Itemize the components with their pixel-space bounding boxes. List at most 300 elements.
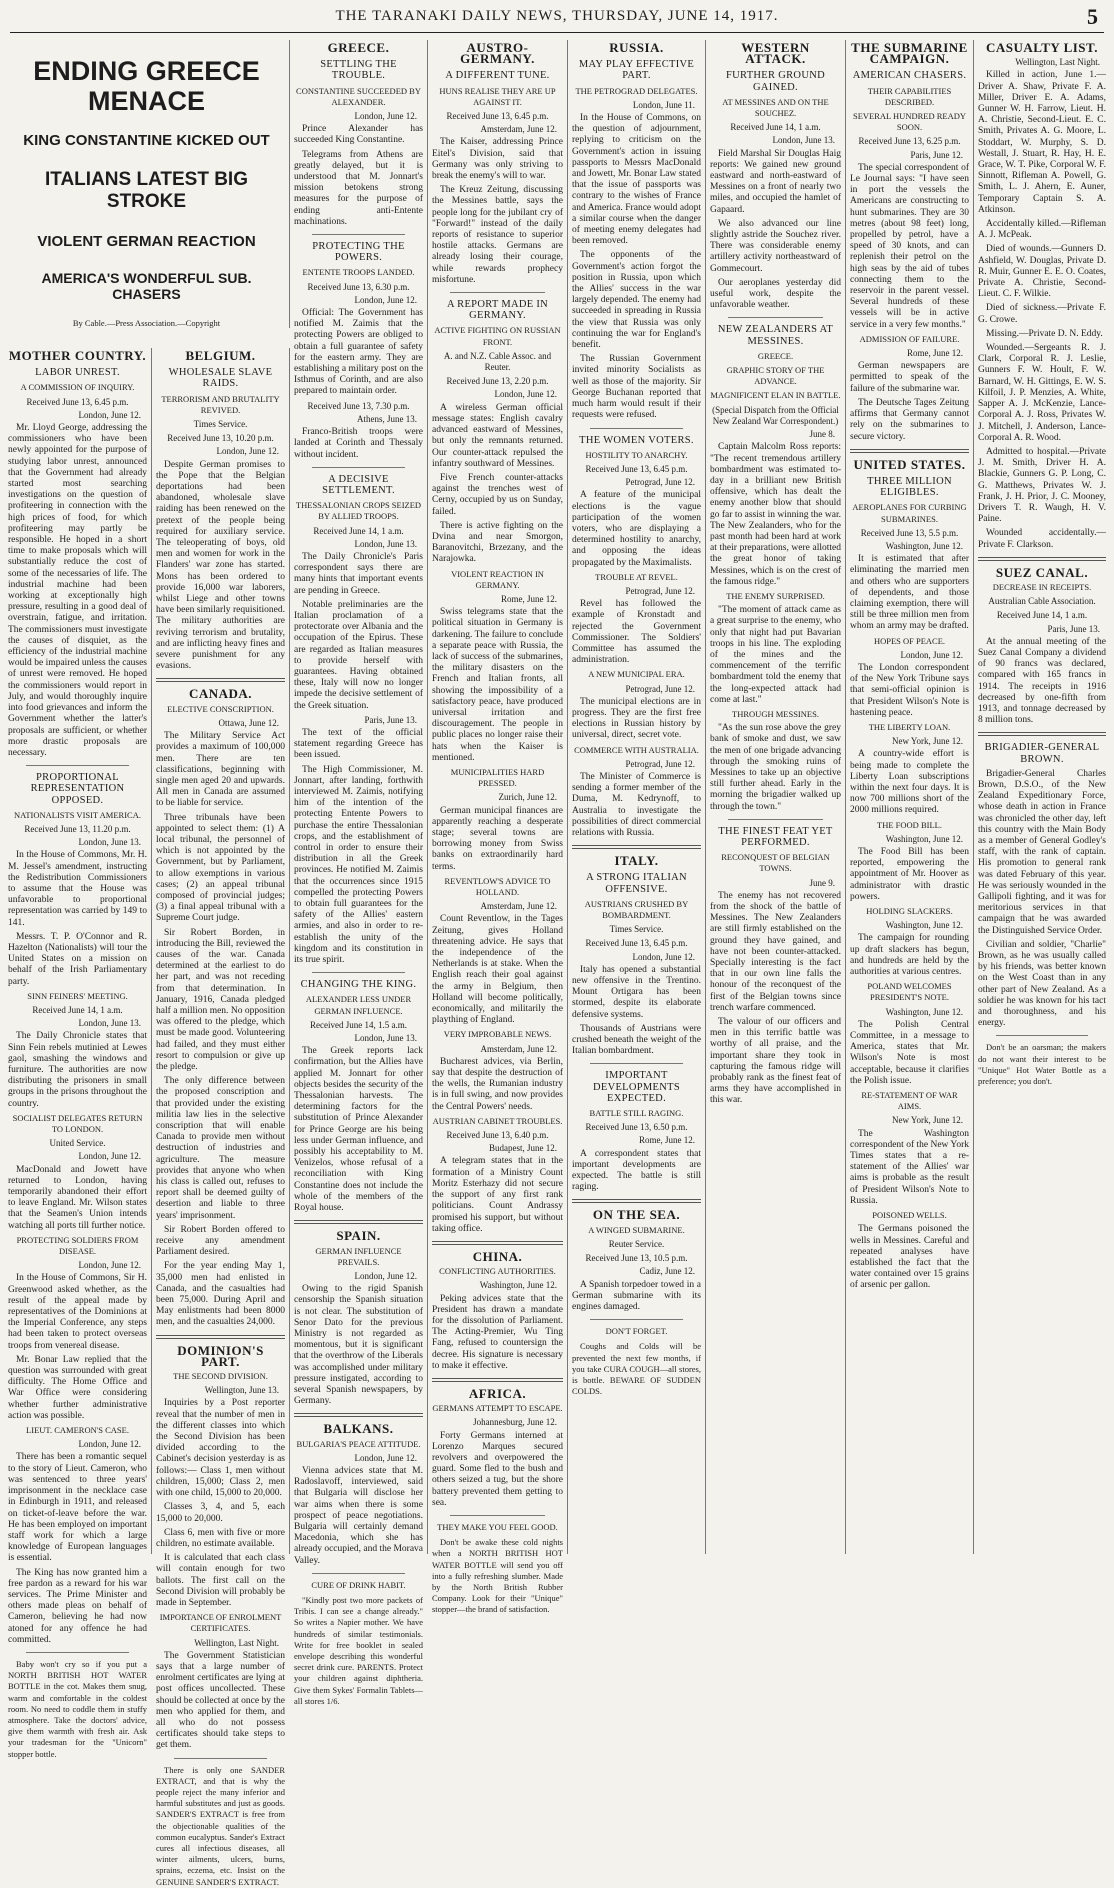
dateline: Times Service. xyxy=(193,419,248,430)
dateline: Received June 13, 10.5 p.m. xyxy=(585,1253,688,1264)
article-text: Vienna advices state that M. Radoslavoff, interviewed, said that Bulgaria will disclose her war aims when there is some prospect of peace negotiations. Bulgaria will certainly demand Macedonia, which she has already occupied, and the Morava Valley. xyxy=(294,1465,423,1566)
article-subheading: ADMISSION OF FAILURE. xyxy=(859,333,960,344)
placeline: Rome, June 12. xyxy=(907,348,963,359)
article-text: Inquiries by a Post reporter reveal that the number of men in the different classes into which the Second Division has been divided according to the Cabinet's decision yesterday is as follows:— Class 1, men without children, 15,000; Class 2, men with one child, 15,000 to 20,000. xyxy=(156,1398,285,1499)
dateline: Received June 13, 6.30 p.m. xyxy=(307,281,410,292)
placeline: London, June 13. xyxy=(354,538,417,549)
article-subheading: RECONQUEST OF BELGIAN TOWNS. xyxy=(721,852,830,874)
article-text: The Daily Chronicle states that Sinn Fein rebels mutinied at Lewes gaol, smashing the windows and furniture. The authorities are now distributing the prisoners in small groups in the prisons throughout the country. xyxy=(8,1031,147,1109)
divider xyxy=(174,1758,267,1759)
dateline: Received June 13, 5.5 p.m. xyxy=(860,527,959,538)
placeline: London, June 12. xyxy=(494,389,557,400)
article-subheading: AUSTRIAN CABINET TROUBLES. xyxy=(432,1115,563,1126)
section-heading: AFRICA. xyxy=(468,1385,527,1401)
placeline: June 8. xyxy=(809,429,835,440)
article-subheading: A NEW MUNICIPAL ERA. xyxy=(588,669,685,680)
article-subheading: THE PETROGRAD DELEGATES. xyxy=(575,85,698,96)
article-text: Field Marshal Sir Douglas Haig reports: We gained new ground eastward and north-eastward of Messines on a front of nearly two miles, and occupied the hamlet of Gapaard. xyxy=(710,148,841,215)
article-text: German municipal finances are apparently reaching a desperate stage; several towns are borrowing money from Swiss banks on extraordinarily hard terms. xyxy=(432,805,563,872)
page-number: 5 xyxy=(1087,4,1098,29)
placeline: Wellington, Last Night. xyxy=(1015,57,1100,68)
divider xyxy=(978,732,1106,736)
article-text: The Food Bill has been reported, empowering the appointment of Mr. Hoover as administrator with drastic powers. xyxy=(850,847,969,902)
advertisement: There is only one SANDER EXTRACT, and that is why the people reject the many inferior and harmful substitutes and just as goods. SANDER'S EXTRACT is free from the objectionable qualities of the common eucalyptus. Sander's Extract cures all infectious diseases, all winter ailments, ulcers, burns, sprains, eczema, etc. Insist on the GENUINE SANDER'S EXTRACT. xyxy=(156,1764,285,1887)
article-subheading: ELECTIVE CONSCRIPTION. xyxy=(167,703,274,714)
article-text: Revel has followed the example of Kronstadt and rejected the Government Commissioner. The Soldiers' Committee has assumed the administration. xyxy=(572,599,701,666)
placeline: Rome, June 12. xyxy=(501,593,557,604)
article-subheading: COMMERCE WITH AUSTRALIA. xyxy=(574,744,699,755)
article-heading: WHOLESALE SLAVE RAIDS. xyxy=(168,367,273,390)
placeline: London, June 12. xyxy=(216,446,279,457)
lead-headline-block xyxy=(4,40,290,328)
placeline: London, June 13. xyxy=(78,1018,141,1029)
article-subheading: SINN FEINERS' MEETING. xyxy=(27,990,128,1001)
placeline: London, June 12. xyxy=(78,1439,141,1450)
article-text: MacDonald and Jowett have returned to London, having temporarily abandoned their effort to leave England. Mr. Wilson states that the Seamen's Union intends watching all ports till further notice. xyxy=(8,1164,147,1231)
placeline: London, June 12. xyxy=(354,294,417,305)
article-text: A feature of the municipal elections is the vague participation of the women voters, who are displaying a determined hostility to anarchy, and opposing the ideas propagated by the Maximalists. xyxy=(572,490,701,568)
article-text: The Minister of Commerce is sending a former member of the Duma, M. Kedrynoff, to Australia to investigate the possibilities of direct commercial relations with Russia. xyxy=(572,771,701,838)
column-5 xyxy=(568,40,706,1554)
article-heading: IMPORTANT DEVELOPMENTS EXPECTED. xyxy=(592,1070,680,1104)
article-heading: PROPORTIONAL REPRESENTATION OPPOSED. xyxy=(30,772,125,806)
divider xyxy=(294,1413,423,1417)
article-subheading: HUNS REALISE THEY ARE UP AGAINST IT. xyxy=(439,85,556,107)
article-subheading: THROUGH MESSINES. xyxy=(732,708,819,719)
article-subheading: HOSTILITY TO ANARCHY. xyxy=(585,449,688,460)
placeline: London, June 13. xyxy=(354,1033,417,1044)
column-2 xyxy=(152,348,290,1887)
section-heading: ON THE SEA. xyxy=(592,1207,681,1223)
advertisement: Don't be an oarsman; the makers do not want their interest to be "Unique" Hot Water Bottle as a preference; you don't. xyxy=(978,1042,1106,1087)
placeline: Washington, June 12. xyxy=(479,1280,557,1291)
divider xyxy=(996,1035,1088,1036)
article-text: Sir Robert Borden offered to receive any amendment Parliament desired. xyxy=(156,1224,285,1258)
article-text: Brigadier-General Charles Brown, D.S.O., of the New Zealand Expeditionary Force, whose death in action in France was chronicled the other day, left this country with the Main Body as a member of General Godley's staff, with the rank of captain. His promotion to general rank was dated February of this year. He was seriously wounded in the Gallipoli fighting, and it was for meritorious services in that campaign that he was awarded the Distinguished Service Order. xyxy=(978,768,1106,936)
lead-subheadline: KING CONSTANTINE KICKED OUT xyxy=(23,132,270,149)
divider xyxy=(978,557,1106,561)
article-text: Official: The Government has notified M. Zaimis that the protecting Powers are obliged to obtain a full guarantee of safety for the eastern army. They are establishing a military post on the Isthmus of Corinth, and are also prepared to maintain order. xyxy=(294,308,423,397)
section-heading: SPAIN. xyxy=(336,1228,381,1244)
article-heading: THE FINEST FEAT YET PERFORMED. xyxy=(718,825,833,848)
placeline: Paris, June 13. xyxy=(364,714,417,725)
article-text: The Washington correspondent of the New York Times states that a re-statement of the Allies' war aims is probable as the result of President Wilson's Note to Russia. xyxy=(850,1128,969,1206)
article-subheading: GREECE. xyxy=(757,350,794,361)
article-text: Civilian and soldier, "Charlie" Brown, as he was usually called by his friends, was better known on the West Coast than in any other part of New Zealand. As a soldier he was known for his tact and thoroughness, and his energy. xyxy=(978,939,1106,1029)
article-heading: A REPORT MADE IN GERMANY. xyxy=(446,299,549,322)
section-heading: MOTHER COUNTRY. xyxy=(8,348,147,363)
section-heading: BALKANS. xyxy=(323,1421,394,1437)
article-text: The Greek reports lack confirmation, but the Allies have applied M. Jonnart for other objects besides the security of the Thessalonian harvests. The determining factors for the substitution of Prince Alexander for Prince George are his being less under German influence, and possibly his acceptability to M. Venizelos, whose refusal of a reconciliation with King Constantine does not include the whole of the members of the Royal house. xyxy=(294,1046,423,1214)
dateline: Received June 13, 6.40 p.m. xyxy=(446,1130,549,1141)
article-text: The text of the official statement regarding Greece has been issued. xyxy=(294,727,423,761)
divider xyxy=(728,317,823,318)
article-subheading: AT MESSINES AND ON THE SOUCHEZ. xyxy=(722,96,829,119)
placeline: Zurich, June 12. xyxy=(498,792,557,803)
section-heading: CASUALTY LIST. xyxy=(985,40,1098,55)
dateline: Received June 13, 10.20 p.m. xyxy=(167,433,274,444)
dateline: (Special Dispatch from the Official New Zealand War Correspondent.) xyxy=(712,404,839,426)
article-heading: A DIFFERENT TUNE. xyxy=(445,70,550,82)
article-text: Admitted to hospital.—Private J. M. Smith, Driver H. A. Blackie, Gunners G. P. Long, C. G. Matthews, Privates W. J. Frank, J. H. Prior, J. C. Mooney, Drivers T. R. Waugh, H. V. Paine. xyxy=(978,446,1106,525)
article-text: The Germans poisoned the wells in Messines. Careful and repeated analyses have established the fact that the water contained over 15 grains of arsenic per gallon. xyxy=(850,1224,969,1291)
placeline: Budapest, June 12. xyxy=(489,1143,557,1154)
article-heading: SETTLING THE TROUBLE. xyxy=(320,59,397,82)
divider xyxy=(850,449,969,453)
article-subheading: SOCIALIST DELEGATES RETURN TO LONDON. xyxy=(12,1112,143,1134)
article-heading: THE WOMEN VOTERS. xyxy=(579,434,694,446)
divider xyxy=(432,1241,563,1245)
section-heading: DOMINION'S PART. xyxy=(177,1342,264,1369)
section-heading: THE SUBMARINE CAMPAIGN. xyxy=(851,40,968,67)
article-subheading: CONSTANTINE SUCCEEDED BY ALEXANDER. xyxy=(296,85,421,107)
article-subheading: LIEUT. CAMERON'S CASE. xyxy=(26,1425,129,1436)
dateline: Received June 13, 6.45 p.m. xyxy=(585,938,688,949)
article-text: Died of wounds.—Gunners D. Ashfield, W. Douglas, Private D. R. Muir, Gunner E. E. O. Coates, Private A. Christie, Second-Lieut. C. F. Wilkie. xyxy=(978,244,1106,300)
article-heading: A DECISIVE SETTLEMENT. xyxy=(322,473,395,496)
article-subheading: GERMANS ATTEMPT TO ESCAPE. xyxy=(432,1403,563,1414)
divider xyxy=(156,1335,285,1339)
article-text: The only difference between the proposed conscription and that provided under the existing militia law lies in the selective conscription that will enable Canada to provide men without destruction of industries and agriculture. The measure provides that anyone who when his class is called out, refuses to report shall be deemed guilty of desertion and liable to three years' imprisonment. xyxy=(156,1076,285,1221)
article-text: The valour of our officers and men in this terrific battle was worthy of all praise, and the important share they took in capturing the famous ridge will probably rank as the finest feat of arms they have accomplished in this war. xyxy=(710,1017,841,1106)
article-text: The enemy has not recovered from the shock of the battle of Messines. The New Zealanders are still firmly established on the ground they have gained, and have not been counter-attacked. Specially interesting is the fact that in our own line falls the honour of the reconquest of the first of the Belgian towns since trench warfare commenced. xyxy=(710,890,841,1013)
placeline: Ottawa, June 12. xyxy=(218,717,279,728)
advertisement: Coughs and Colds will be prevented the next few months, if you take CURA COUGH—all stores, is bottle. BEWARE OF SUDDEN COLDS. xyxy=(572,1341,701,1397)
article-text: Owing to the rigid Spanish censorship the Spanish situation is not clear. The substitution of Senor Dato for the previous Ministry is not regarded as momentous, but it is significant that the overthrow of the Liberals was accomplished under military pressure instigated, according to several Spanish newspapers, by Germany. xyxy=(294,1284,423,1407)
divider xyxy=(572,1199,701,1203)
placeline: Athens, June 13. xyxy=(357,413,417,424)
article-heading: A STRONG ITALIAN OFFENSIVE. xyxy=(586,872,687,895)
article-subheading: REVENTLOW'S ADVICE TO HOLLAND. xyxy=(444,875,551,898)
divider xyxy=(312,234,405,235)
article-text: The Military Service Act provides a maximum of 100,000 men. There are ten classifications, beginning with single men aged 20 and upwards. All men in Canada are assumed to be liable for service. xyxy=(156,731,285,809)
article-text: It is calculated that each class will contain enough for two ballots. The first call on the Second Division will probably be made in September. xyxy=(156,1553,285,1608)
section-heading: ITALY. xyxy=(614,853,659,869)
article-text: Captain Malcolm Ross reports: "The recent tremendous artillery bombardment was estimated to-day in a brilliant new British offensive, which has dealt the enemy another blow that should go far to assist in winning the war. The New Zealanders, who for the past month had been hard at work at their preparations, were allotted the great honor of taking Messines, which is on the crest of the famous ridge." xyxy=(710,442,841,587)
article-heading: THREE MILLION ELIGIBLES. xyxy=(867,475,952,499)
article-text: There has been a romantic sequel to the story of Lieut. Cameron, who was sentenced to three years' imprisonment in the necklace case in Edinburgh in 1911, and released on ticket-of-leave before the war. He has been employed on important staff work for which a large knowledge of European languages is essential. xyxy=(8,1452,147,1564)
article-text: It is estimated that after eliminating the married men and others who are supporters of dependents, and those claiming exemption, there will still be three million men from whom an army may be drafted. xyxy=(850,554,969,632)
article-text: The municipal elections are in progress. They are the first free elections in Russian history by universal, direct, secret vote. xyxy=(572,696,701,741)
dateline: Received June 13, 7.30 p.m. xyxy=(307,400,410,411)
article-text: Peking advices state that the President has drawn a mandate for the dissolution of Parliament. The Acting-Premier, Wu Ting Fang, refused to countersign the decree. His signature is necessary to make it effective. xyxy=(432,1293,563,1371)
article-heading: PROTECTING THE POWERS. xyxy=(312,241,405,264)
dateline: United Service. xyxy=(49,1138,106,1149)
article-text: Despite German promises to the Pope that the Belgian deportations had been abandoned, wholesale slave raiding has been renewed on the pretext of the people being required for auxiliary service. The teleoperating of boys, old men and women for work in the Flanders' war zone has started. Mons has been ordered to provide 16,000 war laborers, whilst Liege and other towns have been similarly requisitioned. The military authorities are reviving terrorism and brutality, and are inflicting heavy fines and severe punishment for any evasions. xyxy=(156,459,285,672)
article-subheading: MAGNIFICENT ELAN IN BATTLE. xyxy=(710,390,841,401)
placeline: Johannesburg, June 12. xyxy=(473,1417,557,1428)
article-text: A Spanish torpedoer towed in a German submarine with its engines damaged. xyxy=(572,1279,701,1312)
article-text: Italy has opened a substantial new offensive in the Trentino. Mount Ortigara has been stormed, despite its elaborate defensive systems. xyxy=(572,964,701,1020)
article-text: For the year ending May 1, 35,000 men had enlisted in Canada, and the casualties had been 75,000. During April and May enlistments had been 8000 men, and the casualties 24,000. xyxy=(156,1261,285,1328)
article-subheading: A WINGED SUBMARINE. xyxy=(588,1224,685,1235)
article-text: We also advanced our line slightly astride the Souchez river. There was considerable enemy artillery activity northeastward of Gommecourt. xyxy=(710,218,841,274)
article-subheading: THE SECOND DIVISION. xyxy=(173,1371,268,1382)
divider xyxy=(590,1319,683,1320)
advertisement: Don't be awake these cold nights when a NORTH BRITISH HOT WATER BOTTLE will send you off into a fully refreshing slumber. Made by the North British Rubber Company. Look for their "Unique" stopper—the brand of satisfaction. xyxy=(432,1537,563,1615)
placeline: June 9. xyxy=(809,877,835,888)
article-text: The Government Statistician says that a large number of enrolment certificates are lying at post offices uncollected. These should be collected at once by the men who applied for them, and all who do not possess certificates should take steps to get them. xyxy=(156,1650,285,1751)
dateline: Received June 14, 1 a.m. xyxy=(996,610,1088,621)
column-1 xyxy=(4,348,152,1759)
article-text: The High Commissioner, M. Jonnart, after landing, forthwith interviewed M. Zaimis, notifying him of the intention of the protecting Entente Powers to purchase the entire Thessalonian crops, and the establishment of control in order to ensure their distribution in all the Greek provinces. He notified M. Zaimis that the occurrences since 1915 compelled the protecting Powers to obtain full guarantees for the safety of the Allies' eastern armies, and also in order to re-establish the unity of the kingdom and its constitution in its true spirit. xyxy=(294,764,423,966)
article-text: The King has now granted him a free pardon as a reward for his war services. The Prime Minister and others made pleas on behalf of Cameron, believing he had now atoned for any offence he had committed. xyxy=(8,1567,147,1645)
article-subheading: THEY MAKE YOU FEEL GOOD. xyxy=(437,1521,558,1532)
dateline: Received June 13, 6.45 p.m. xyxy=(26,396,129,407)
column-4 xyxy=(428,40,568,1615)
article-text: Thousands of Austrians were crushed beneath the weight of the Italian bombardment. xyxy=(572,1023,701,1057)
placeline: London, June 12. xyxy=(354,1452,417,1463)
divider xyxy=(590,428,683,429)
article-text: Telegrams from Athens are greatly delayed, but it is understood that M. Jonnart's mission betokens strong measures for the purpose of ending anti-Entente machinations. xyxy=(294,149,423,227)
placeline: London, June 12. xyxy=(900,649,963,660)
article-subheading: BATTLE STILL RAGING. xyxy=(589,1108,684,1119)
placeline: London, June 13. xyxy=(78,837,141,848)
divider xyxy=(728,819,823,820)
placeline: London, June 12. xyxy=(354,1270,417,1281)
placeline: London, June 11. xyxy=(632,99,695,110)
placeline: New York, June 12. xyxy=(891,1115,963,1126)
divider xyxy=(26,765,129,766)
article-text: "The moment of attack came as a great surprise to the enemy, who only that night had put Bavarian troops in his line. The exploding of the mines and the commencement of the terrific bombardment told the enemy that the long-expected attack had come at last." xyxy=(710,605,841,705)
placeline: Petrograd, June 12. xyxy=(625,758,695,769)
article-text: Swiss telegrams state that the political situation in Germany is darkening. The failure to conclude a separate peace with Russia, the lack of success of the submarines, the military disasters on the French and Italian fronts, all showing the impossibility of a satisfactory peace, have produced universal irritation and discouragement. The people in public places no longer raise their hats when the Kaiser is mentioned. xyxy=(432,607,563,763)
article-subheading: TERRORISM AND BRUTALITY REVIVED. xyxy=(161,393,280,415)
lead-subheadline: AMERICA'S WONDERFUL SUB. CHASERS xyxy=(41,270,252,302)
divider xyxy=(156,678,285,682)
article-text: The special correspondent of Le Journal says: "I have seen in port the vessels the Americans are constructing to hunt submarines. They are 30 metres (about 98 feet) long, propelled by petrol, have a speed of 30 knots, and can replenish their petrol on the high seas by the aid of tubes connecting them to the reservoir in the parent vessel. Several hundreds of these vessels will be in active service in a very few months." xyxy=(850,162,969,330)
placeline: London, June 12. xyxy=(632,951,695,962)
article-text: Died of sickness.—Private F. G. Crowe. xyxy=(978,303,1106,325)
article-text: The Kreuz Zeitung, discussing the Messines battle, says the people long for the jubilant cry of "Forward!" instead of the daily reports of resistance to superior hostile attacks. Germans are already losing their courage, while rewards prophecy misfortune. xyxy=(432,185,563,285)
section-heading: CHINA. xyxy=(472,1248,523,1264)
article-subheading: CURE OF DRINK HABIT. xyxy=(311,1579,406,1590)
article-text: There is active fighting on the Dvina and near Smorgon, Baranovitchi, Brzezany, and the Narajowka. xyxy=(432,520,563,565)
article-text: Sir Robert Borden, in introducing the Bill, reviewed the causes of the war. Canada determined at the earliest to do her part, and was not receding from that determination. In January, 1916, Canada pledged half a million men. No opposition was offered to the pledge, which must be made good. Volunteering had failed, and they must either resort to compulsion or give up the pledge. xyxy=(156,927,285,1072)
article-heading: MAY PLAY EFFECTIVE PART. xyxy=(578,59,695,82)
placeline: Wellington, Last Night. xyxy=(194,1637,279,1648)
dateline: Australian Cable Association. xyxy=(988,596,1096,607)
article-subheading: HOLDING SLACKERS. xyxy=(866,906,953,917)
dateline: Reuter Service. xyxy=(608,1238,665,1249)
divider xyxy=(294,1220,423,1224)
article-text: The Russian Government invited minority Socialists as well as those of the majority. Sir George Buchanan reported that much harm would result if their requests were refused. xyxy=(572,354,701,421)
article-text: Forty Germans interned at Lorenzo Marques secured revolvers and overpowered the guard. Some fled to the bush and others seized a tug, but the shore battery prevented them getting to sea. xyxy=(432,1430,563,1508)
dateline: Received June 14, 1 a.m. xyxy=(730,122,821,133)
placeline: Washington, June 12. xyxy=(885,920,963,931)
article-text: Wounded accidentally.—Private F. Clarkson. xyxy=(978,528,1106,550)
placeline: Amsterdam, June 12. xyxy=(480,901,557,912)
placeline: Paris, June 12. xyxy=(910,149,963,160)
placeline: London, June 12. xyxy=(78,1151,141,1162)
article-subheading: THE ENEMY SURPRISED. xyxy=(726,590,825,601)
article-text: Count Reventlow, in the Tages Zeitung, gives Holland threatening advice. He says that the independence of the Netherlands is at stake. When the English reach their goal against the army in Belgium, then Holland will become politically, economically, and militarily the plaything of England. xyxy=(432,914,563,1026)
placeline: London, June 12. xyxy=(354,111,417,122)
advertisement: "Kindly post two more packets of Tribis. I can see a change already." So writes a Napier mother. We have hundreds of similar testimonials. Write for free booklet in sealed envelope describing this wonderful secret drink cure. PARENTS. Protect your children against diphtheria. Give them Sykes' Formalin Tablets—all stores 1/6. xyxy=(294,1594,423,1706)
dateline: Received June 13, 6.25 p.m. xyxy=(858,136,961,147)
article-text: The Daily Chronicle's Paris correspondent says there are many hints that important events are pending in Greece. xyxy=(294,551,423,596)
article-heading: LABOR UNREST. xyxy=(35,367,120,379)
placeline: Washington, June 12. xyxy=(885,540,963,551)
column-6 xyxy=(706,40,846,1554)
divider xyxy=(26,1652,129,1653)
placeline: Wellington, June 13. xyxy=(204,1385,279,1396)
article-subheading: NATIONALISTS VISIT AMERICA. xyxy=(14,809,141,820)
article-text: Class 6, men with five or more children, no estimate available. xyxy=(156,1527,285,1549)
section-heading: SUEZ CANAL. xyxy=(995,564,1089,580)
placeline: Rome, June 12. xyxy=(639,1135,695,1146)
article-heading: FURTHER GROUND GAINED. xyxy=(726,70,825,93)
divider xyxy=(312,467,405,468)
placeline: London, June 13. xyxy=(772,135,835,146)
dateline: Received June 13, 6.45 p.m. xyxy=(585,463,688,474)
article-subheading: DON'T FORGET. xyxy=(605,1326,668,1337)
article-text: A correspondent states that important developments are expected. The battle is still raging. xyxy=(572,1148,701,1193)
lead-subheadline: ITALIANS LATEST BIG STROKE xyxy=(44,169,248,212)
placeline: Cadiz, June 12. xyxy=(639,1266,695,1277)
article-text: "As the sun rose above the grey bank of smoke and dust, we saw the men of one brigade advancing through the smoking ruins of Messines to take up an objective still further ahead. Early in the morning the brigadier walked up through the town." xyxy=(710,723,841,812)
article-text: The campaign for rounding up draft slackers has begun, and hundreds are held by the authorities at various centres. xyxy=(850,933,969,978)
section-heading: AUSTRO-GERMANY. xyxy=(460,40,535,67)
dateline: Received June 13, 6.45 p.m. xyxy=(446,111,549,122)
article-subheading: RE-STATEMENT OF WAR AIMS. xyxy=(861,1090,958,1112)
dateline: Received June 14, 1 a.m. xyxy=(32,1004,123,1015)
placeline: London, June 12. xyxy=(78,1260,141,1271)
article-text: A telegram states that in the formation of a Ministry Count Moritz Esterhazy did not secure the support of any first rank politicians. Count Andrassy promised his support, but without taking office. xyxy=(432,1156,563,1234)
placeline: London, June 12. xyxy=(78,409,141,420)
article-text: Killed in action, June 1.—Driver A. Shaw, Private F. A. Miller, Driver E. A. Adams, Gunner W. H. Farrow, Lieut. H. A. Christie, Second-Lieut. E. C. Smith, Privates A. G. Moore, L. Stoddart, W. Murphy, S. D. Westall, J. Stuart, R. Hay, H. E. Grace, W. T. Pike, Corporal W. F. Sinnott, Rifleman A. Powell, G. Smith, L. J. Ahern, E. Auner, Temporary Captain S. A. Atkinson. xyxy=(978,70,1106,215)
placeline: Petrograd, June 12. xyxy=(625,683,695,694)
article-text: The Kaiser, addressing Prince Eitel's Division, said that Germany was only striving to break the enemy's will to war. xyxy=(432,137,563,182)
article-subheading: THE LIBERTY LOAN. xyxy=(868,721,951,732)
article-subheading: ACTIVE FIGHTING ON RUSSIAN FRONT. xyxy=(434,325,561,347)
article-text: Five French counter-attacks against the trenches west of Cerny, occupied by us on Sunday, failed. xyxy=(432,472,563,517)
section-heading: GREECE. xyxy=(327,40,390,55)
article-text: Notable preliminaries are the Italian proclamation of a protectorate over Albania and the occupation of the Epirus. These are regarded as Italian measures to provide herself with guarantees. Having obtained these, Italy will now no longer impede the decisive settlement of the Greek situation. xyxy=(294,599,423,711)
article-text: A country-wide effort is being made to complete the Liberty Loan subscriptions within the next four days. It is now 700 millions short of the 2000 millions required. xyxy=(850,749,969,816)
article-text: Classes 3, 4, and 5, each 15,000 to 20,000. xyxy=(156,1502,285,1524)
article-heading: CHANGING THE KING. xyxy=(300,979,417,991)
article-text: A wireless German official message states: English cavalry advanced eastward of Messines, but only the remnants returned. Our counter-attack repulsed the infantry southward of Messines. xyxy=(432,402,563,469)
article-subheading: POLAND WELCOMES PRESIDENT'S NOTE. xyxy=(867,981,952,1003)
article-subheading: MUNICIPALITIES HARD PRESSED. xyxy=(450,766,545,789)
article-text: At the annual meeting of the Suez Canal Company a dividend of 90 francs was declared, compared with 165 francs in 1914. The receipts in 1916 decreased by one-fifth from 1913, and tonnage decreased by 8 million tons. xyxy=(978,636,1106,726)
article-text: The opponents of the Government's action forgot the position in Russia, upon which the Allies' success in the war largely depended. The enemy had succeeded in spreading in Russia the view that Russia was only continuing the war for England's benefit. xyxy=(572,250,701,351)
article-text: Bucharest advices, via Berlin, say that despite the destruction of the wells, the Rumanian industry is in full swing, and now provides the Central Powers' needs. xyxy=(432,1056,563,1112)
article-subheading: AEROPLANES FOR CURBING SUBMARINES. xyxy=(852,502,967,524)
article-subheading: SEVERAL HUNDRED READY SOON. xyxy=(852,111,966,133)
column-8 xyxy=(974,40,1110,1554)
section-heading: UNITED STATES. xyxy=(853,456,966,472)
advertisement: Baby won't cry so if you put a NORTH BRITISH HOT WATER BOTTLE in the cot. Makes them snug, warm and comfortable in the coldest room. No need to coddle them in stuffy atmosphere. Take the doctors' advice, give them warmth with fresh air. Ask your tradesman for the "Unicorn" stopper bottle. xyxy=(8,1658,147,1759)
divider xyxy=(590,1063,683,1064)
article-subheading: TROUBLE AT REVEL. xyxy=(595,571,678,582)
article-subheading: VIOLENT REACTION IN GERMANY. xyxy=(451,568,544,590)
article-text: Mr. Lloyd George, addressing the commissioners who have been newly appointed for the purpose of studying labor unrest, announced that the Government had already started most searching investigations on the question of profiteering in connection with the high prices of food, for which profiteering may partly be responsible. He hoped in a short time to make proposals which will substantially reduce the cost of some of the necessaries of life. The industrial machine had been working at exceptionally high pressure, resulting in a good deal of overstrain, fatigue, and irritation. The commissioners must investigate the causes of disquiet, as the efficiency of the industrial machine would be impaired unless the causes of unrest were removed. He hoped the commissioners would report in July, and would thoroughly inquire into food grievances and inform the Government whether the latter's proposals are sufficient, or whether more drastic proposals are necessary. xyxy=(8,423,147,758)
article-text: The Polish Central Committee, in a message to America, states that Mr. Wilson's Note is most acceptable, because it clarifies the Polish issue. xyxy=(850,1019,969,1086)
article-text: German newspapers are permitted to speak of the failure of the submarine war. xyxy=(850,361,969,394)
placeline: Amsterdam, June 12. xyxy=(480,124,557,135)
column-7 xyxy=(846,40,974,1554)
lead-headline: ENDING GREECE MENACE xyxy=(33,56,260,116)
article-text: Accidentally killed.—Rifleman A. J. McPeak. xyxy=(978,219,1106,241)
placeline: Amsterdam, June 12. xyxy=(480,1043,557,1054)
dateline: Received June 13, 11.20 p.m. xyxy=(24,823,131,834)
dateline: Received June 13, 6.50 p.m. xyxy=(585,1122,688,1133)
article-subheading: ENTENTE TROOPS LANDED. xyxy=(302,267,415,278)
article-heading: BRIGADIER-GENERAL BROWN. xyxy=(984,742,1100,765)
article-subheading: GERMAN INFLUENCE PREVAILS. xyxy=(315,1245,402,1267)
divider xyxy=(432,1378,563,1382)
lead-credit: By Cable.—Press Association.—Copyright xyxy=(72,318,221,328)
article-text: Prince Alexander has succeeded King Constantine. xyxy=(294,124,423,146)
section-heading: WESTERN ATTACK. xyxy=(741,40,810,67)
section-heading: BELGIUM. xyxy=(185,348,256,363)
masthead-title: THE TARANAKI DAILY NEWS, THURSDAY, JUNE 14, 1917. xyxy=(335,8,779,24)
article-text: Franco-British troops were landed at Corinth and Thessaly without incident. xyxy=(294,427,423,460)
dateline: A. and N.Z. Cable Assoc. and Reuter. xyxy=(443,350,552,373)
article-subheading: ALEXANDER LESS UNDER GERMAN INFLUENCE. xyxy=(305,994,412,1016)
article-subheading: BULGARIA'S PEACE ATTITUDE. xyxy=(296,1438,421,1449)
article-text: In the House of Commons, Mr. H. M. Jessel's amendment, instructing the Redistribution Commissioners to assume that the House was unfavorable to proportional representation was carried by 149 to 141. xyxy=(8,850,147,928)
article-heading: AMERICAN CHASERS. xyxy=(852,70,967,82)
article-subheading: POISONED WELLS. xyxy=(872,1210,947,1221)
column-3 xyxy=(290,40,428,1706)
article-subheading: VERY IMPROBABLE NEWS. xyxy=(443,1029,552,1040)
article-text: Mr. Bonar Law replied that the question was surrounded with great difficulty. The Home Office and War Office were considering whether further administrative action was possible. xyxy=(8,1354,147,1421)
dateline: Received June 14, 1.5 a.m. xyxy=(310,1019,407,1030)
divider xyxy=(450,292,545,293)
article-text: The London correspondent of the New York Tribune says that semi-official opinion is that President Wilson's Note is hastening peace. xyxy=(850,662,969,718)
placeline: Washington, June 12. xyxy=(885,833,963,844)
article-text: The Deutsche Tages Zeitung affirms that Germany cannot rely on the submarines to secure victory. xyxy=(850,397,969,442)
article-subheading: A COMMISSION OF INQUIRY. xyxy=(20,382,135,393)
placeline: New York, June 12. xyxy=(891,736,963,747)
divider xyxy=(450,1515,545,1516)
dateline: Times Service. xyxy=(609,924,664,935)
section-heading: RUSSIA. xyxy=(609,40,664,55)
article-text: Three tribunals have been appointed to select them: (1) A local tribunal, the personnel of which is not appointed by the Government, but by Parliament, to allow exemptions in various cases; (2) an appeal tribunal composed of provincial judges; (3) a final appeal tribunal with a Supreme Court judge. xyxy=(156,812,285,924)
article-text: Messrs. T. P. O'Connor and R. Hazelton (Nationalists) will tour the United States on a mission on behalf of the Irish Parliamentary party. xyxy=(8,931,147,987)
article-subheading: THESSALONIAN CROPS SEIZED BY ALLIED TROOPS. xyxy=(295,500,422,522)
article-subheading: GRAPHIC STORY OF THE ADVANCE. xyxy=(726,365,825,387)
lead-subheadline: VIOLENT GERMAN REACTION xyxy=(37,233,256,250)
article-subheading: HOPES OF PEACE. xyxy=(873,635,946,646)
dateline: Received June 13, 2.20 p.m. xyxy=(446,376,549,387)
placeline: Petrograd, June 12. xyxy=(625,477,695,488)
placeline: Paris, June 13. xyxy=(1047,623,1100,634)
article-text: In the House of Commons, Sir H. Greenwood asked whether, as the result of the appeal made by representatives of the Dominions at the Imperial Conference, any steps had been taken to protect overseas troops from venereal disease. xyxy=(8,1273,147,1351)
article-heading: NEW ZEALANDERS AT MESSINES. xyxy=(717,324,834,347)
article-subheading: THEIR CAPABILITIES DESCRIBED. xyxy=(867,85,952,107)
section-heading: CANADA. xyxy=(188,686,253,702)
article-subheading: CONFLICTING AUTHORITIES. xyxy=(439,1266,556,1277)
article-subheading: AUSTRIANS CRUSHED BY BOMBARDMENT. xyxy=(584,898,689,921)
placeline: Washington, June 12. xyxy=(885,1006,963,1017)
placeline: Petrograd, June 12. xyxy=(625,585,695,596)
divider xyxy=(572,845,701,849)
divider xyxy=(312,972,405,973)
masthead xyxy=(10,6,1104,33)
article-subheading: IMPORTANCE OF ENROLMENT CERTIFICATES. xyxy=(159,1612,282,1634)
divider xyxy=(312,1573,405,1574)
article-text: Missing.—Private D. N. Eddy. xyxy=(986,328,1103,339)
article-subheading: PROTECTING SOLDIERS FROM DISEASE. xyxy=(16,1234,139,1257)
article-subheading: THE FOOD BILL. xyxy=(877,819,942,830)
article-text: In the House of Commons, on the question of adjournment, replying to criticism on the Government's action in issuing passports to Messrs MacDonald and Jowett, Mr. Bonar Law stated that the issue of passports was contrary to the wishes of France and America. France would adopt a similar course when the danger of meeting enemy delegates had been removed. xyxy=(572,113,701,247)
article-text: Wounded.—Sergeants R. J. Clark, Corporal R. J. Leslie, Gunners F. W. Hoult, F. W. Barnard, W. H. Gittings, E. W. S. Kilfoil, J. P. Menzies, A. White, Sapper A. J. McKenzie, Lance-Corporal A. J. Ross, Privates W. J. Mitchell, J. Anderson, Lance-Corporal A. R. Wood. xyxy=(978,343,1106,443)
article-text: Our aeroplanes yesterday did useful work, despite the unfavorable weather. xyxy=(710,277,841,311)
